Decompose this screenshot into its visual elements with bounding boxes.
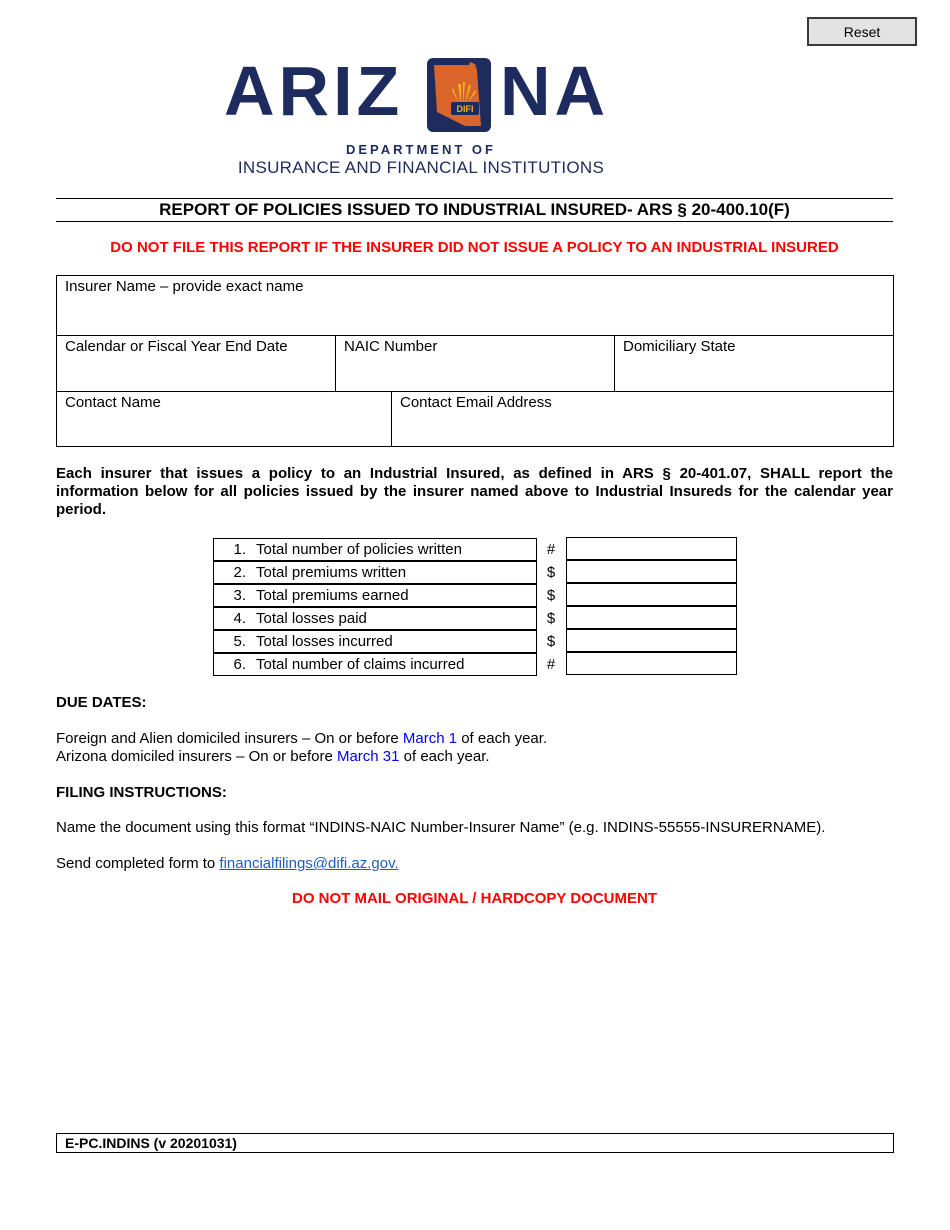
table-row-label <box>213 561 537 584</box>
row-number: 4. <box>233 610 246 627</box>
due-date-arizona <box>56 748 490 765</box>
filing-instructions-heading: FILING INSTRUCTIONS: <box>56 784 227 801</box>
row-symbol: $ <box>546 587 556 604</box>
department-line-2: INSURANCE AND FINANCIAL INSTITUTIONS <box>237 158 605 177</box>
table-row-label <box>213 653 537 676</box>
logo-word-right: NA <box>500 52 610 130</box>
row-label: Total losses paid <box>256 610 367 627</box>
due-date-foreign-date: March 1 <box>402 730 458 747</box>
due-date-arizona-text: Arizona domiciled insurers – On or before <box>56 748 337 765</box>
arizona-state-logo-icon <box>425 56 495 134</box>
logo-word-left: ARIZ <box>224 52 404 130</box>
due-dates-heading: DUE DATES: <box>56 694 147 711</box>
row-number: 6. <box>233 656 246 673</box>
table-row-label <box>213 584 537 607</box>
naic-number-label: NAIC Number <box>344 338 438 355</box>
row-symbol: $ <box>546 633 556 650</box>
table-row-label <box>213 538 537 561</box>
table-row-label <box>213 630 537 653</box>
due-date-arizona-date: March 31 <box>336 748 400 765</box>
insurer-name-label: Insurer Name – provide exact name <box>65 278 304 295</box>
total-losses-incurred-input[interactable] <box>566 629 737 652</box>
row-number: 5. <box>233 633 246 650</box>
total-premiums-earned-input[interactable] <box>566 583 737 606</box>
year-end-date-label: Calendar or Fiscal Year End Date <box>65 338 288 355</box>
row-symbol: $ <box>546 564 556 581</box>
total-policies-written-input[interactable] <box>566 537 737 560</box>
reset-button[interactable]: Reset <box>807 17 917 46</box>
contact-email-field[interactable] <box>391 391 894 447</box>
naming-format-text: Name the document using this format “INDINS-NAIC Number-Insurer Name” (e.g. INDINS-55555-INSURERNAME). <box>56 819 826 836</box>
page-title: REPORT OF POLICIES ISSUED TO INDUSTRIAL INSURED- ARS § 20-400.10(F) <box>56 198 893 222</box>
warning-bottom: DO NOT MAIL ORIGINAL / HARDCOPY DOCUMENT <box>291 890 657 907</box>
row-number: 1. <box>233 541 246 558</box>
total-premiums-written-input[interactable] <box>566 560 737 583</box>
insurer-name-field[interactable] <box>56 275 894 336</box>
naic-number-field[interactable] <box>335 335 615 392</box>
due-date-foreign <box>56 730 547 747</box>
due-date-arizona-suffix: of each year. <box>399 748 490 765</box>
row-label: Total premiums earned <box>256 587 409 604</box>
department-line-1: DEPARTMENT OF <box>346 142 496 157</box>
instructions-paragraph: Each insurer that issues a policy to an Industrial Insured, as defined in ARS § 20-401.07, SHALL report the information below for all policies issued by the insurer named above to Industrial Insureds for the calendar year period. <box>56 465 893 518</box>
total-losses-paid-input[interactable] <box>566 606 737 629</box>
contact-name-field[interactable] <box>56 391 392 447</box>
form-version-footer: E-PC.INDINS (v 20201031) <box>56 1133 894 1153</box>
row-label: Total number of claims incurred <box>256 656 465 673</box>
email-link[interactable]: financialfilings@difi.az.gov. <box>219 855 399 872</box>
warning-top: DO NOT FILE THIS REPORT IF THE INSURER DID NOT ISSUE A POLICY TO AN INDUSTRIAL INSURED <box>110 239 839 256</box>
send-form-line <box>56 855 399 872</box>
domiciliary-state-label: Domiciliary State <box>623 338 736 355</box>
row-symbol: # <box>546 541 556 558</box>
domiciliary-state-field[interactable] <box>614 335 894 392</box>
send-form-text: Send completed form to <box>56 855 220 872</box>
year-end-date-field[interactable] <box>56 335 336 392</box>
table-row-label <box>213 607 537 630</box>
contact-name-label: Contact Name <box>65 394 161 411</box>
row-label: Total number of policies written <box>256 541 462 558</box>
due-date-foreign-suffix: of each year. <box>457 730 548 747</box>
logo-badge-text: DIFI <box>456 104 474 114</box>
row-label: Total premiums written <box>256 564 407 581</box>
row-symbol: $ <box>546 610 556 627</box>
row-number: 3. <box>233 587 246 604</box>
total-claims-incurred-input[interactable] <box>566 652 737 675</box>
row-number: 2. <box>233 564 246 581</box>
row-label: Total losses incurred <box>256 633 393 650</box>
contact-email-label: Contact Email Address <box>400 394 552 411</box>
row-symbol: # <box>546 656 556 673</box>
due-date-foreign-text: Foreign and Alien domiciled insurers – On or before <box>56 730 403 747</box>
